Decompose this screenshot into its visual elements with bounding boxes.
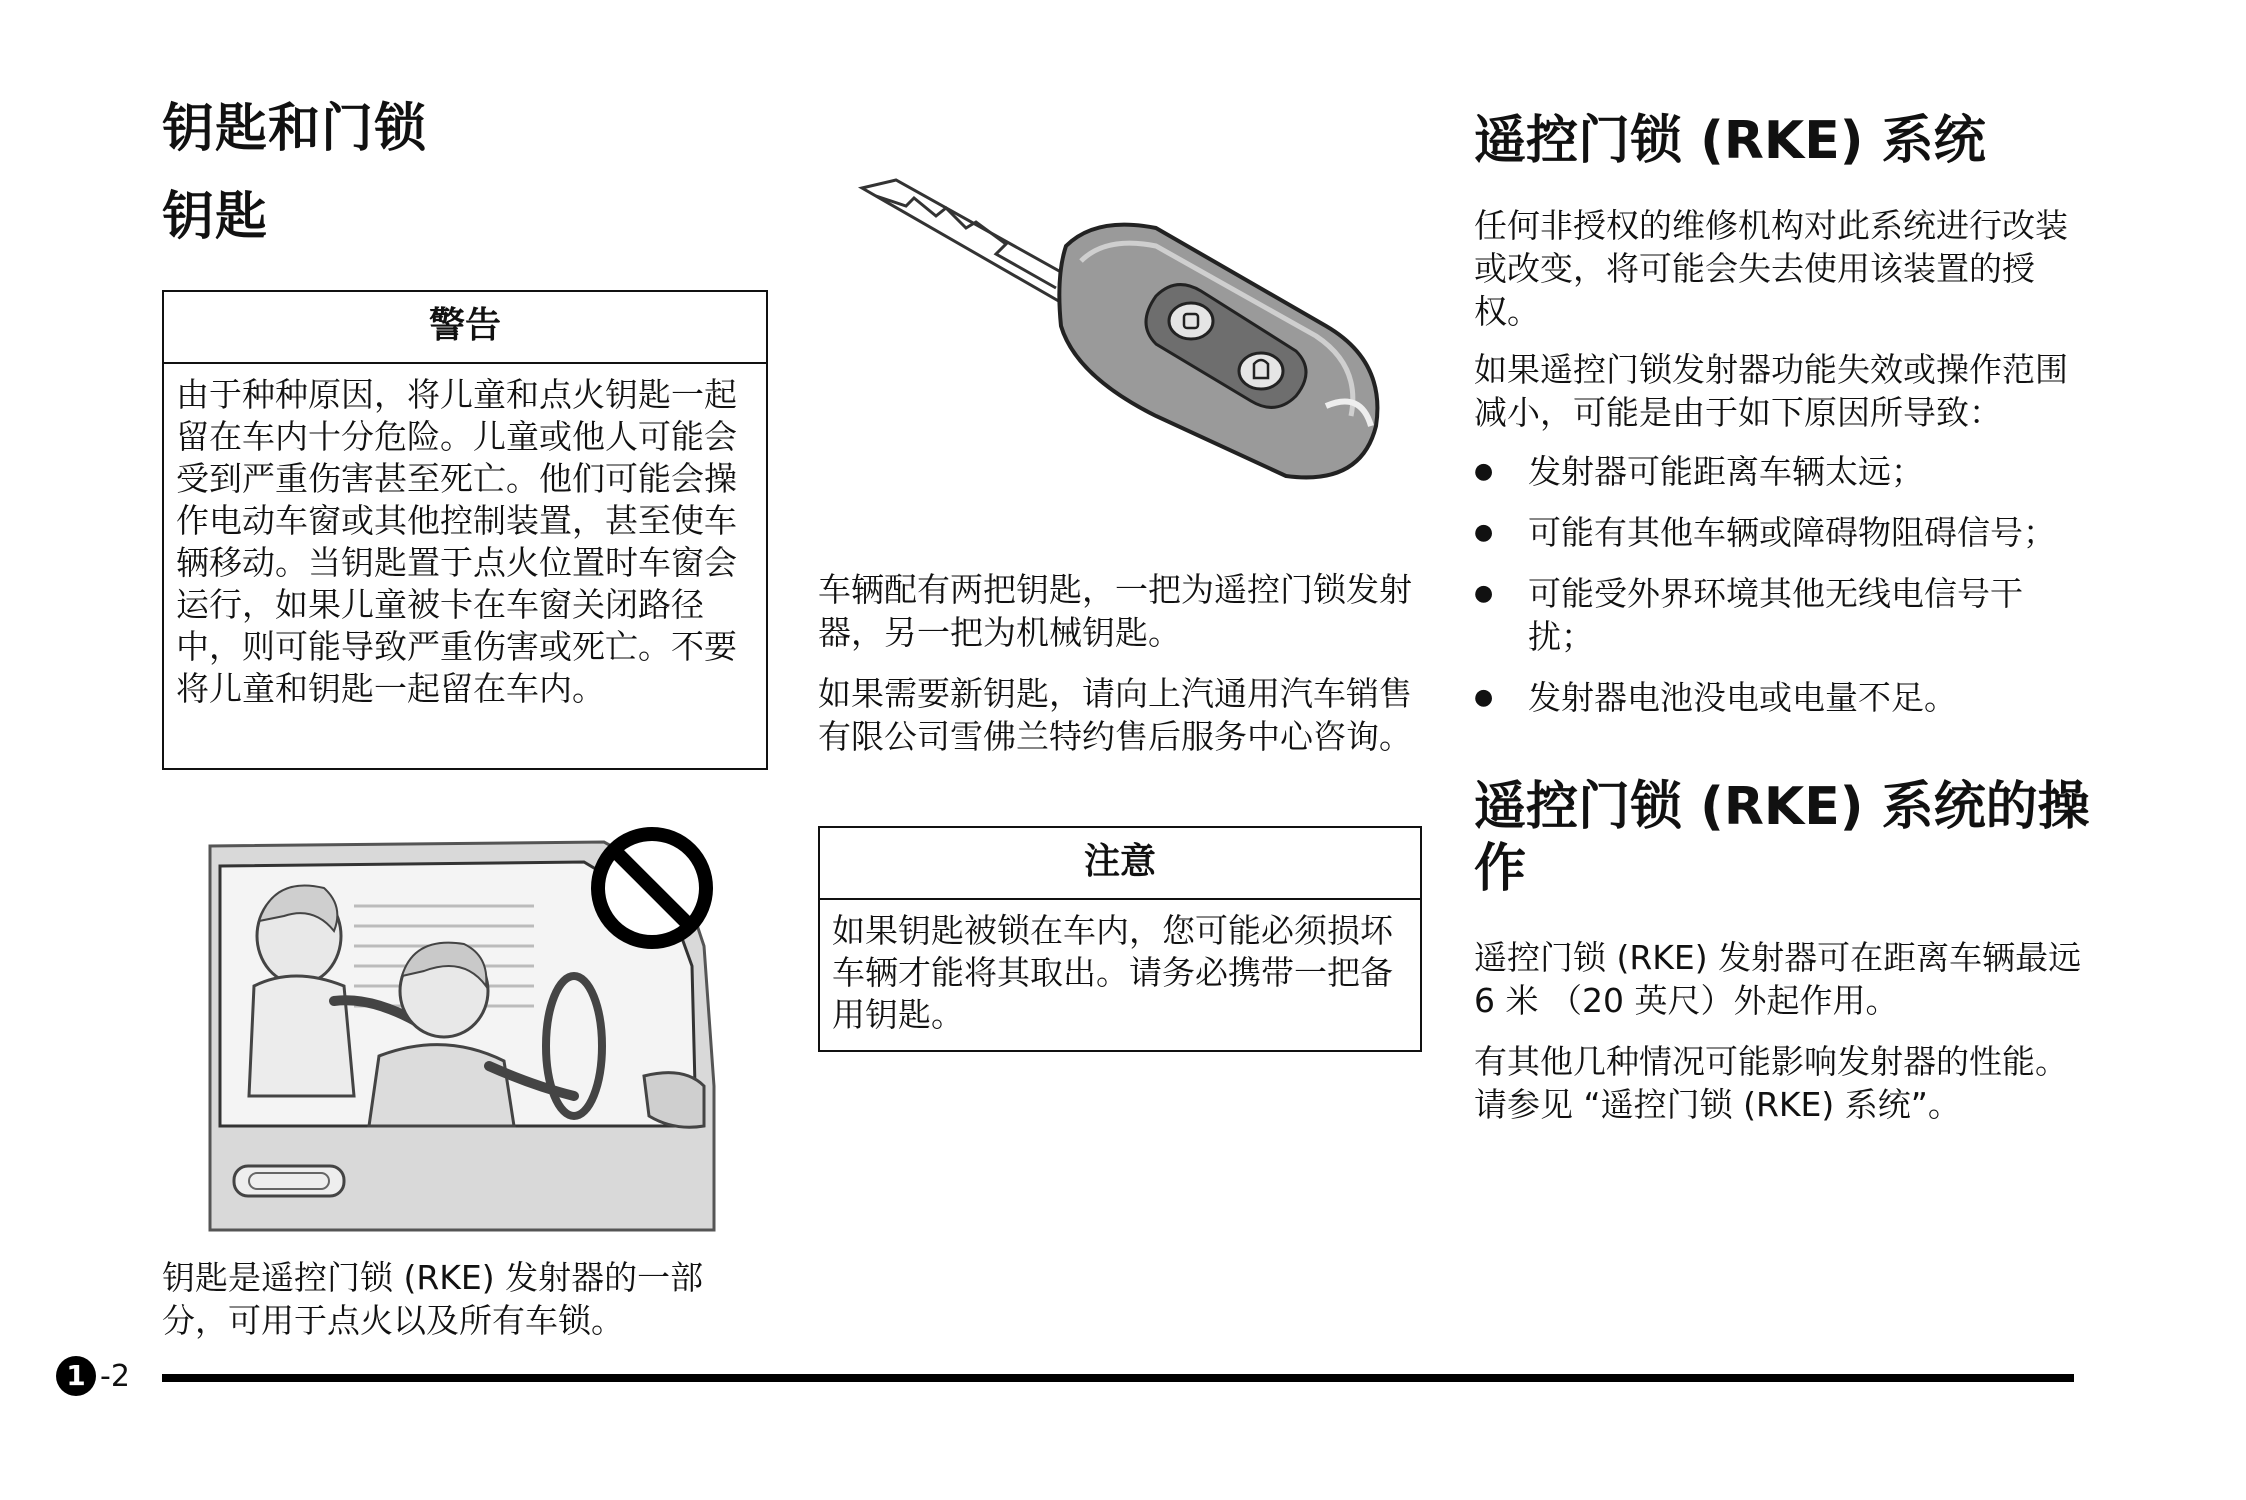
rke-para-2: 如果遥控门锁发射器功能失效或操作范围减小，可能是由于如下原因所导致： [1474,350,2068,432]
rke-para-1: 任何非授权的维修机构对此系统进行改装或改变，将可能会失去使用该装置的授权。 [1474,206,2068,331]
children-in-car-illustration [204,826,724,1236]
rke-operation-heading: 遥控门锁 (RKE) 系统的操作 [1474,777,2090,900]
warning-box [162,290,768,770]
notice-body: 如果钥匙被锁在车内，您可能必须损坏车辆才能将其取出。请务必携带一把备用钥匙。 [832,911,1393,1034]
middle-para-1: 车辆配有两把钥匙，一把为遥控门锁发射器，另一把为机械钥匙。 [818,570,1412,652]
list-item: ● 发射器电池没电或电量不足。 [1474,676,2074,719]
list-item: ● 可能有其他车辆或障碍物阻碍信号； [1474,511,2074,554]
rke-heading: 遥控门锁 (RKE) 系统 [1474,111,1986,171]
page-title: 钥匙和门锁 [162,99,428,159]
page-suffix: -2 [100,1358,130,1394]
rke-para-3: 遥控门锁 (RKE) 发射器可在距离车辆最远 6 米 （20 英尺）外起作用。 [1474,938,2082,1020]
warning-body: 由于种种原因，将儿童和点火钥匙一起留在车内十分危险。儿童或他人可能会受到严重伤害甚至死亡。他们可能会操作电动车窗或其他控制装置，甚至使车辆移动。当钥匙置于点火位置时车窗会运行，如果儿童被卡在车窗关闭路径中，则可能导致严重伤害或死亡。不要将儿童和钥匙一起留在车内。 [176,375,737,708]
section-title-key: 钥匙 [162,187,269,247]
rke-causes-list [1474,450,2074,737]
key-caption: 钥匙是遥控门锁 (RKE) 发射器的一部分，可用于点火以及所有车锁。 [162,1258,704,1340]
remote-key-illustration [856,176,1396,516]
page-number [56,1356,130,1396]
list-item: ● 可能受外界环境其他无线电信号干扰； [1474,572,2074,658]
notice-box [818,826,1422,1052]
middle-para-2: 如果需要新钥匙，请向上汽通用汽车销售有限公司雪佛兰特约售后服务中心咨询。 [818,674,1412,756]
notice-heading: 注意 [820,828,1420,900]
list-item: ● 发射器可能距离车辆太远； [1474,450,2074,493]
rke-para-4: 有其他几种情况可能影响发射器的性能。请参见 “遥控门锁 (RKE) 系统”。 [1474,1042,2068,1124]
chapter-badge: 1 [56,1356,96,1396]
warning-heading: 警告 [164,292,766,364]
footer-divider [162,1374,2074,1382]
